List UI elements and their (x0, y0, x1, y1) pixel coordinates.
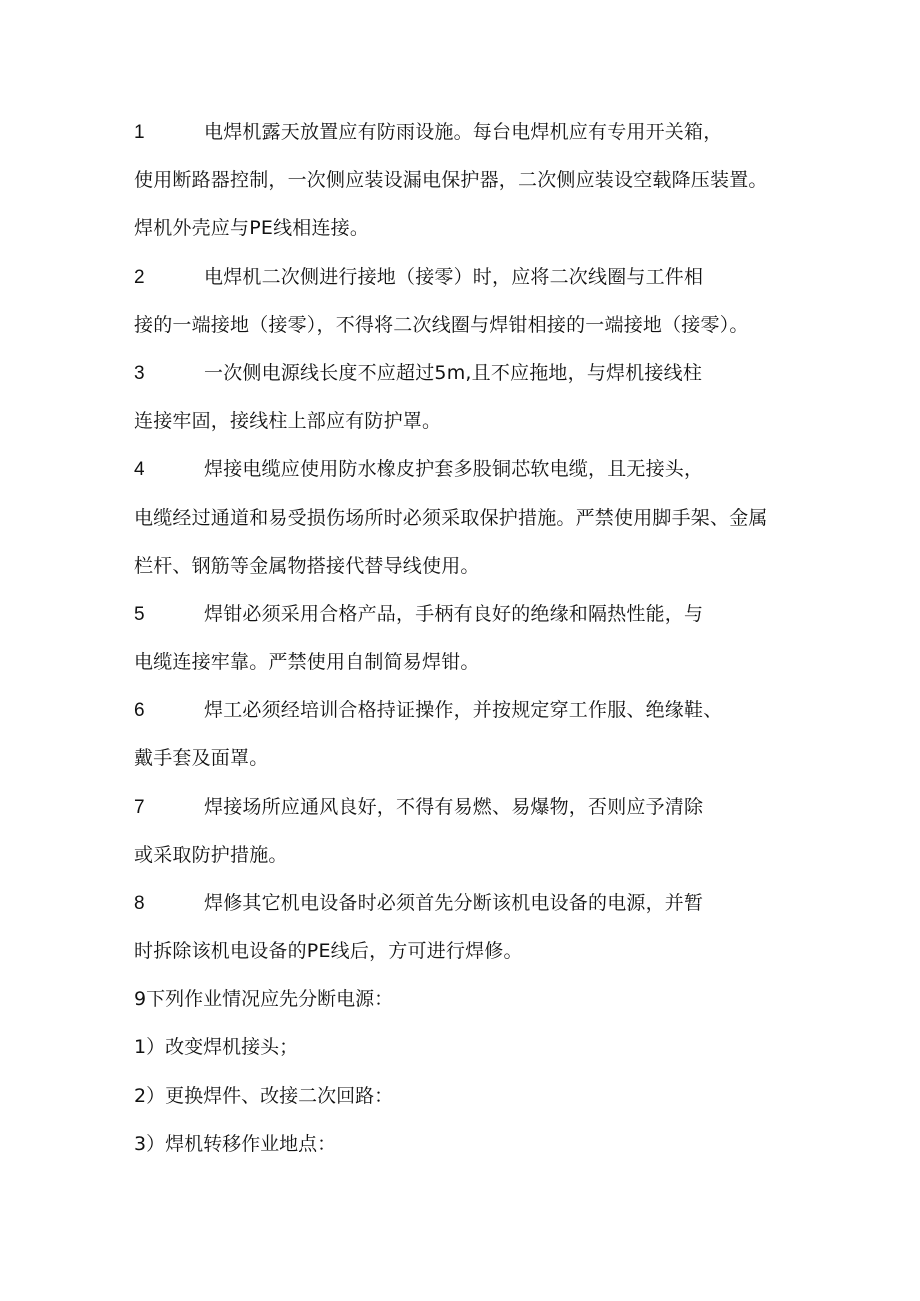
rule-9-heading: 9下列作业情况应先分断电源： (134, 988, 394, 1010)
rule-2-number: 2 (134, 267, 145, 288)
rule-3-line-2: 连接牢固，接线柱上部应有防护罩。 (134, 410, 442, 432)
rule-9-item-2: 2）更换焊件、改接二次回路： (134, 1085, 394, 1107)
rule-6-number: 6 (134, 700, 145, 721)
rule-5-line-2: 电缆连接牢靠。严禁使用自制简易焊钳。 (134, 651, 480, 673)
rule-1-text-1: 电焊机露天放置应有防雨设施。每台电焊机应有专用开关箱， (204, 121, 723, 143)
rule-7-number: 7 (134, 797, 145, 818)
rule-7-line-2: 或采取防护措施。 (134, 844, 288, 866)
rule-8-line-1 (134, 890, 703, 917)
rule-6-line-2: 戴手套及面罩。 (134, 747, 269, 769)
rule-2-line-1 (134, 264, 703, 291)
rule-1-line-3: 焊机外壳应与PE线相连接。 (134, 217, 370, 239)
rule-6-line-1 (134, 697, 722, 724)
rule-8-number: 8 (134, 893, 145, 914)
rule-1-number: 1 (134, 122, 145, 143)
rule-3-text-1: 一次侧电源线长度不应超过5m,且不应拖地，与焊机接线柱 (204, 362, 703, 384)
rule-1-line-1 (134, 119, 722, 146)
rule-5-line-1 (134, 601, 703, 628)
rule-4-line-2: 电缆经过通道和易受损伤场所时必须采取保护措施。严禁使用脚手架、金属 (134, 507, 768, 529)
rule-6-text-1: 焊工必须经培训合格持证操作，并按规定穿工作服、绝缘鞋、 (204, 699, 723, 721)
rule-7-line-1 (134, 794, 703, 821)
rule-4-line-3: 栏杆、钢筋等金属物搭接代替导线使用。 (134, 555, 480, 577)
rule-2-text-1: 电焊机二次侧进行接地（接零）时，应将二次线圈与工件相 (204, 266, 704, 288)
rule-3-number: 3 (134, 363, 145, 384)
rule-4-text-1: 焊接电缆应使用防水橡皮护套多股铜芯软电缆，且无接头， (204, 458, 704, 480)
rule-3-line-1 (134, 360, 702, 387)
rule-4-number: 4 (134, 459, 145, 480)
rule-9-item-1: 1）改变焊机接头； (134, 1036, 299, 1058)
rule-8-text-1: 焊修其它机电设备时必须首先分断该机电设备的电源，并暂 (204, 892, 704, 914)
rule-7-text-1: 焊接场所应通风良好，不得有易燃、易爆物，否则应予清除 (204, 796, 704, 818)
rule-8-line-2: 时拆除该机电设备的PE线后，方可进行焊修。 (134, 940, 523, 962)
rule-9-item-3: 3）焊机转移作业地点： (134, 1133, 337, 1155)
rule-1-line-2: 使用断路器控制，一次侧应装设漏电保护器，二次侧应装设空载降压装置。 (134, 169, 768, 191)
rule-5-number: 5 (134, 604, 145, 625)
rule-5-text-1: 焊钳必须采用合格产品，手柄有良好的绝缘和隔热性能，与 (204, 603, 704, 625)
rule-2-line-2: 接的一端接地（接零），不得将二次线圈与焊钳相接的一端接地（接零）。 (134, 314, 749, 336)
rule-4-line-1 (134, 456, 703, 483)
